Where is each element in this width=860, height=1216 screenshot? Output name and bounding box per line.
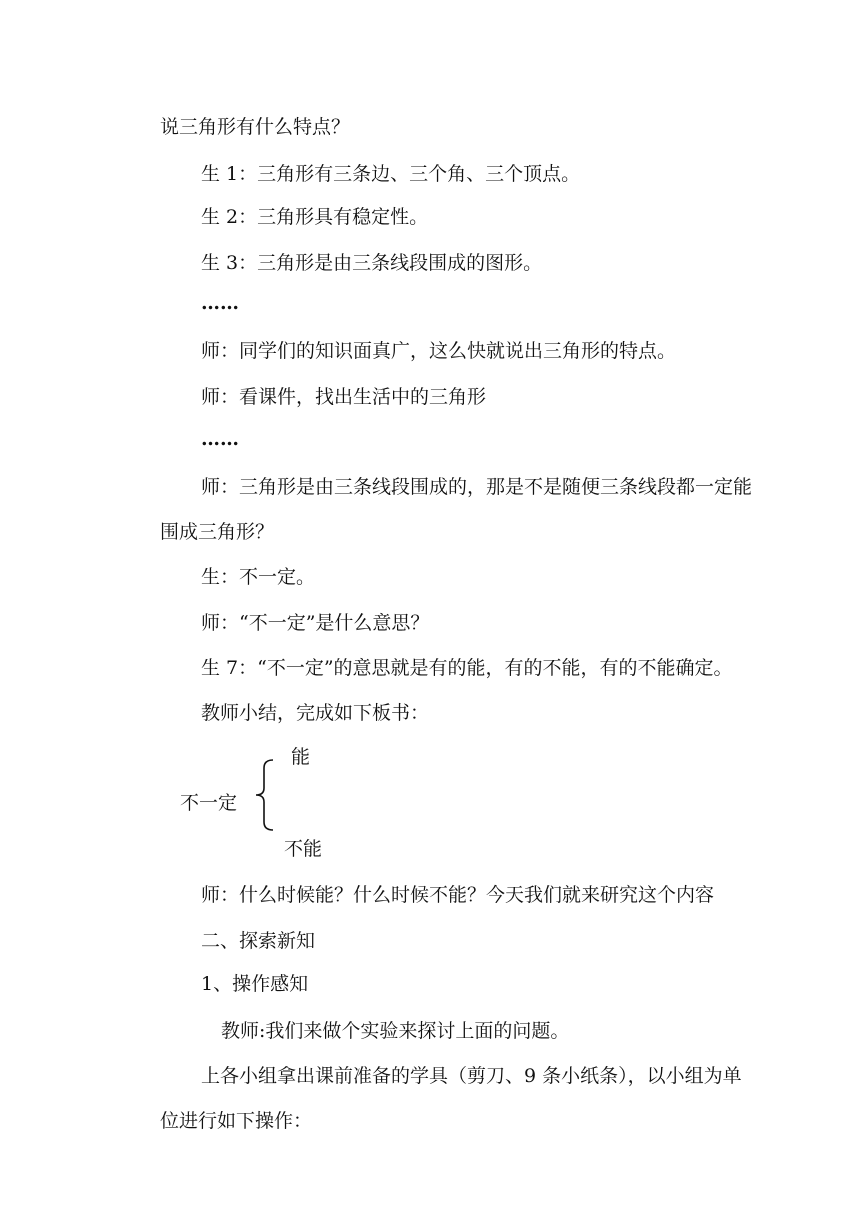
- text-line: 生：不一定。: [201, 566, 316, 588]
- diagram-bottom-label: 不能: [284, 838, 323, 860]
- text-line: 上各小组拿出课前准备的学具（剪刀、9 条小纸条），以小组为单: [201, 1065, 742, 1087]
- text-line: 师：三角形是由三条线段围成的，那是不是随便三条线段都一定能: [201, 476, 753, 498]
- section-heading: 二、探索新知: [201, 930, 316, 952]
- text-line: 说三角形有什么特点？: [160, 116, 351, 138]
- curly-brace-icon: [252, 758, 278, 832]
- text-line: 教师小结，完成如下板书：: [201, 702, 430, 724]
- text-line: 师：同学们的知识面真广，这么快就说出三角形的特点。: [201, 340, 677, 362]
- text-line: 生 1：三角形有三条边、三个角、三个顶点。: [201, 163, 581, 185]
- text-line: 师：“不一定”是什么意思？: [201, 612, 430, 634]
- text-line: 位进行如下操作：: [160, 1110, 313, 1132]
- diagram-top-label: 能: [291, 746, 311, 768]
- text-line: 围成三角形？: [160, 521, 275, 543]
- text-line: 师：什么时候能？什么时候不能？今天我们就来研究这个内容: [201, 884, 715, 906]
- text-line: 生 2：三角形具有稳定性。: [201, 206, 429, 228]
- diagram-left-label: 不一定: [180, 792, 238, 814]
- ellipsis: ……: [201, 428, 239, 450]
- text-line: 教师:我们来做个实验来探讨上面的问题。: [221, 1020, 570, 1042]
- ellipsis: ……: [201, 292, 239, 314]
- text-line: 生 7：“不一定”的意思就是有的能，有的不能，有的不能确定。: [201, 657, 733, 679]
- text-line: 师：看课件，找出生活中的三角形: [201, 386, 487, 408]
- subsection-heading: 1、操作感知: [201, 973, 309, 995]
- text-line: 生 3：三角形是由三条线段围成的图形。: [201, 252, 543, 274]
